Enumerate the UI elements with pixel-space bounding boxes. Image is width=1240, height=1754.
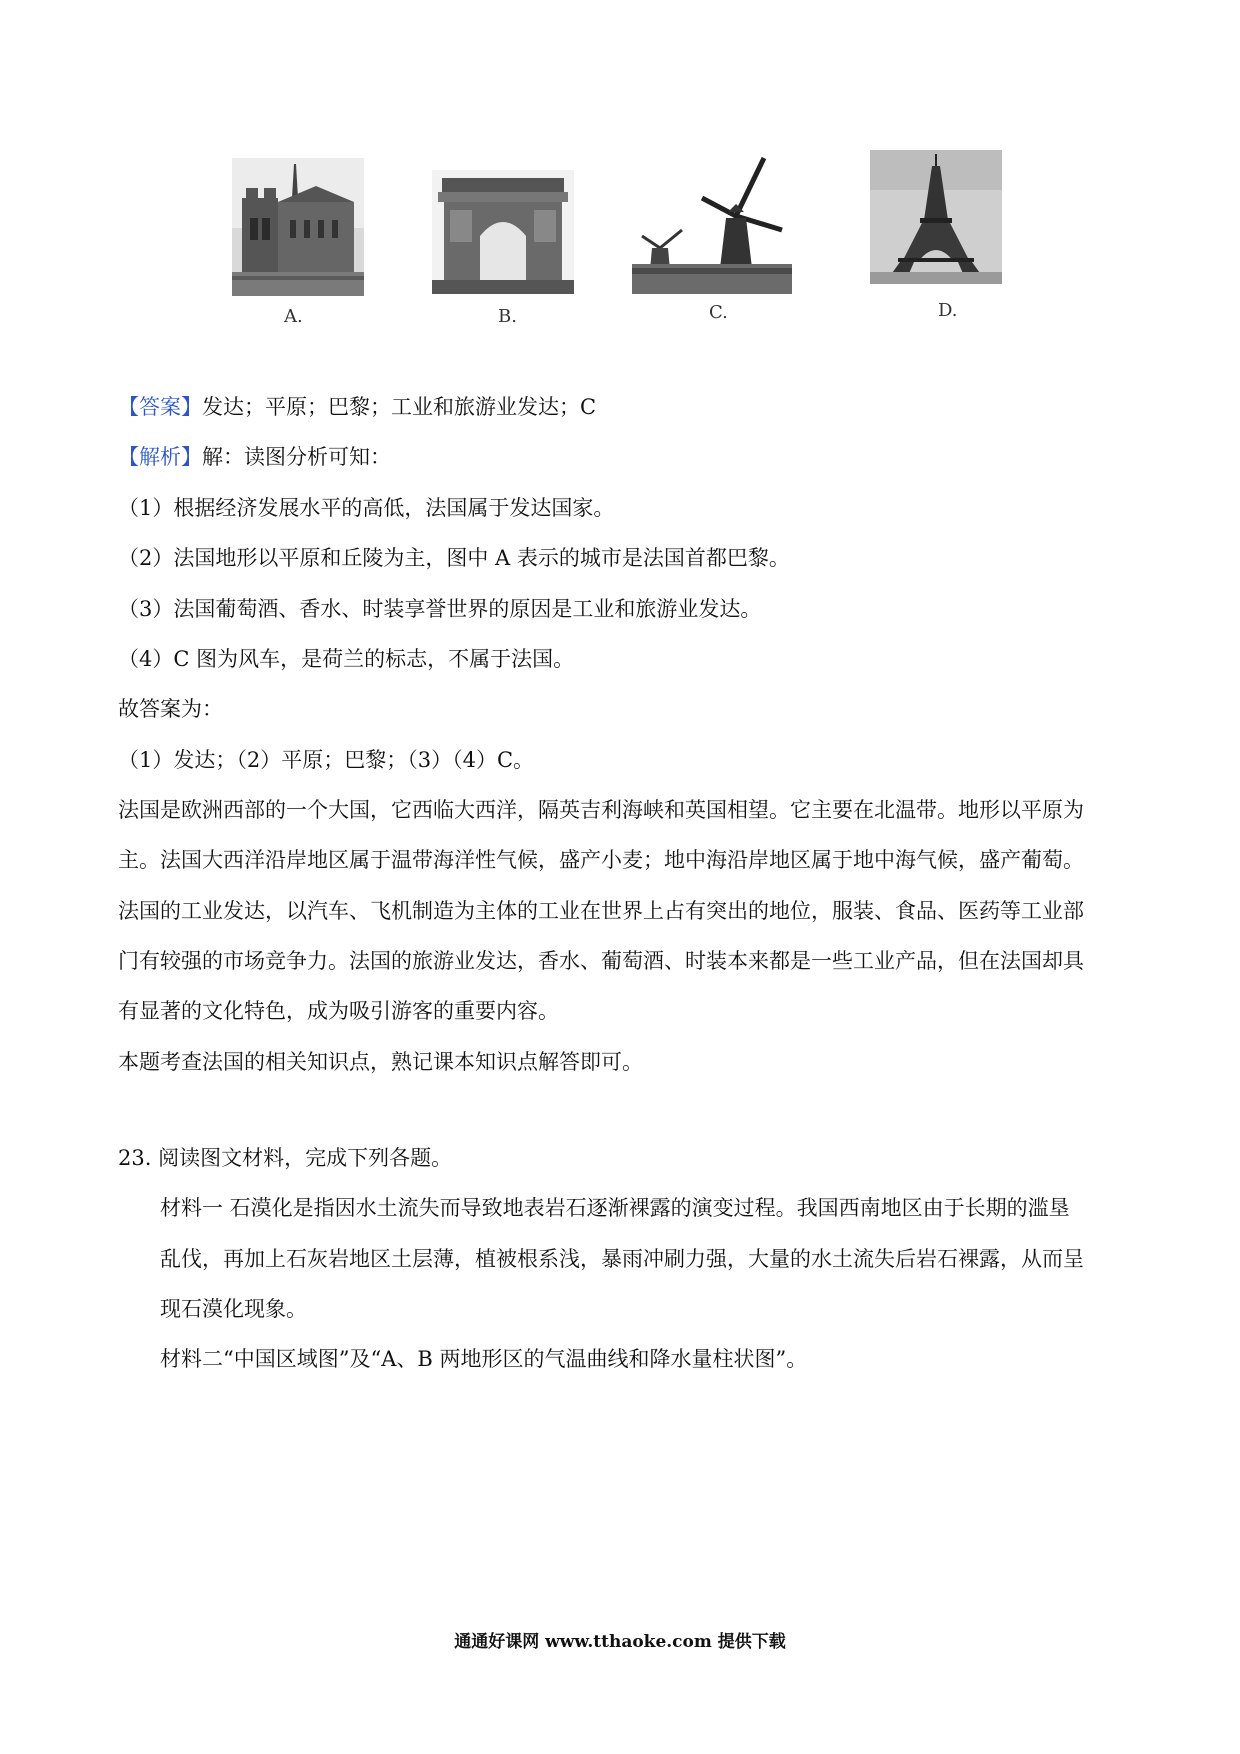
eiffel-tower-image <box>870 150 1002 284</box>
paragraph-line: 法国是欧洲西部的一个大国，它西临大西洋，隔英吉利海峡和英国相望。它主要在北温带。地形以平原为 <box>118 798 1084 822</box>
material-1-line: 乱伐，再加上石灰岩地区土层薄，植被根系浅，暴雨冲刷力强，大量的水土流失后岩石裸露，从而呈 <box>160 1247 1084 1271</box>
material-1-line: 材料一 石漠化是指因水土流失而导致地表岩石逐渐裸露的演变过程。我国西南地区由于长期的滥垦 <box>160 1196 1070 1220</box>
figure-label-a: A. <box>284 306 303 327</box>
paragraph-line: 有显著的文化特色，成为吸引游客的重要内容。 <box>118 999 559 1023</box>
answer-line <box>118 392 596 422</box>
analysis-line <box>118 442 391 472</box>
analysis-item: （1）根据经济发展水平的高低，法国属于发达国家。 <box>118 496 615 520</box>
summary-line: 本题考查法国的相关知识点，熟记课本知识点解答即可。 <box>118 1050 643 1074</box>
figure-label-d: D. <box>938 300 958 321</box>
answer-tag: 【答案】 <box>118 395 202 419</box>
analysis-item: （2）法国地形以平原和丘陵为主，图中 A 表示的城市是法国首都巴黎。 <box>118 546 790 570</box>
answer-text: 发达；平原；巴黎；工业和旅游业发达；C <box>202 395 597 419</box>
figure-label-c: C. <box>709 302 728 323</box>
question-23-stem: 23. 阅读图文材料，完成下列各题。 <box>118 1146 453 1170</box>
material-2-line: 材料二“中国区域图”及“A、B 两地形区的气温曲线和降水量柱状图”。 <box>160 1347 808 1371</box>
notre-dame-cathedral-image <box>232 158 364 296</box>
figure-label-b: B. <box>498 306 517 327</box>
analysis-intro: 解：读图分析可知： <box>202 445 391 469</box>
analysis-item: （4）C 图为风车，是荷兰的标志，不属于法国。 <box>118 647 575 671</box>
material-1-line: 现石漠化现象。 <box>160 1297 307 1321</box>
analysis-item: （3）法国葡萄酒、香水、时装享誉世界的原因是工业和旅游业发达。 <box>118 597 762 621</box>
paragraph-line: 主。法国大西洋沿岸地区属于温带海洋性气候，盛产小麦；地中海沿岸地区属于地中海气候，盛产葡萄。 <box>118 848 1084 872</box>
conclusion-label: 故答案为： <box>118 697 223 721</box>
arc-de-triomphe-image <box>432 170 574 294</box>
page-footer: 通通好课网 www.tthaoke.com 提供下载 <box>454 1632 786 1652</box>
paragraph-line: 法国的工业发达，以汽车、飞机制造为主体的工业在世界上占有突出的地位，服装、食品、医药等工业部 <box>118 899 1084 923</box>
figure-row <box>0 0 1240 340</box>
paragraph-line: 门有较强的市场竞争力。法国的旅游业发达，香水、葡萄酒、时装本来都是一些工业产品，但在法国却具 <box>118 949 1084 973</box>
analysis-tag: 【解析】 <box>118 445 202 469</box>
windmill-image <box>632 156 792 294</box>
conclusion-text: （1）发达；（2）平原；巴黎；（3）（4）C。 <box>118 748 535 772</box>
